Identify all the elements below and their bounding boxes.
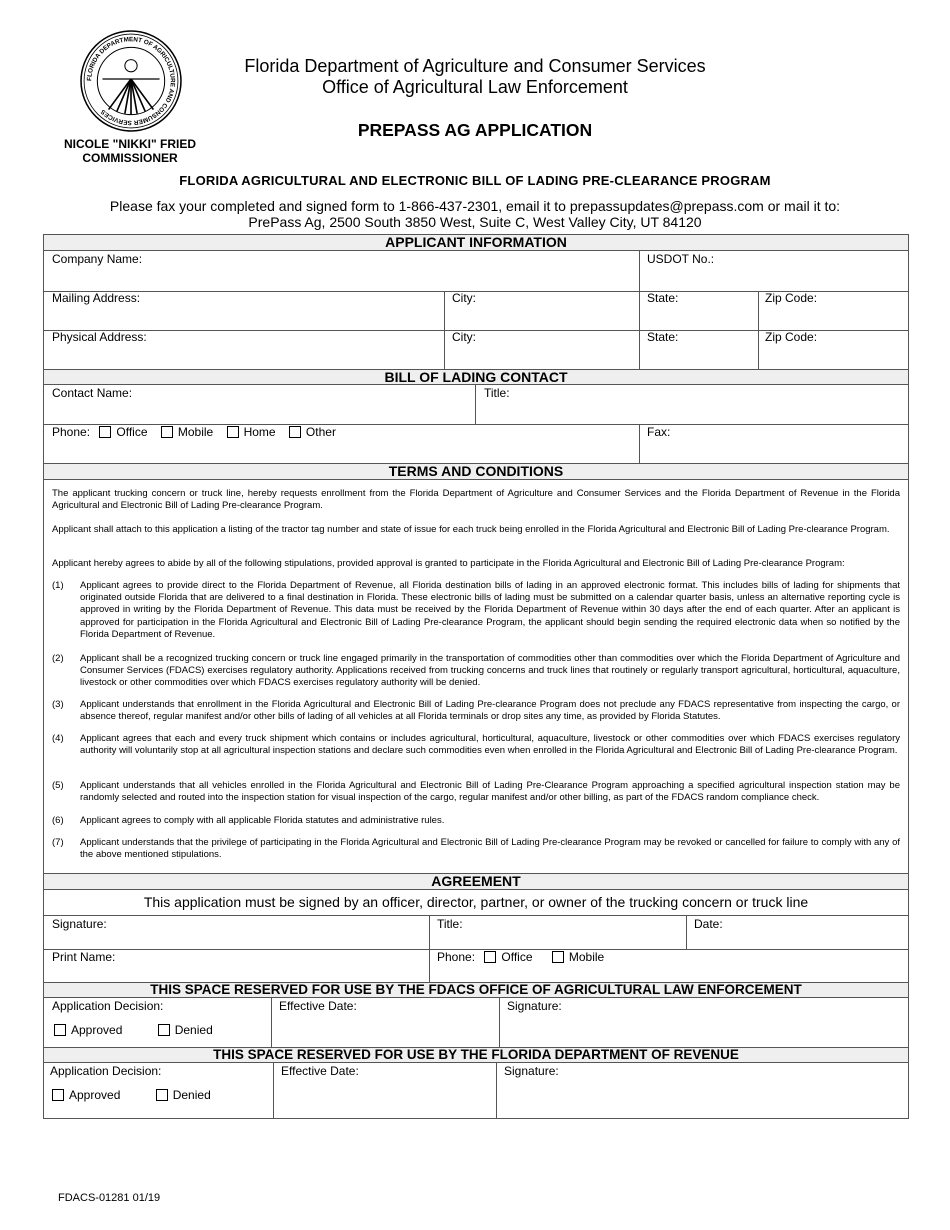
term-text: Applicant agrees that each and every truck shipment which contains or includes agricultural, horticultural, aquaculture, livestock or other commodities over which FDACS exercises regulatory authority will voluntarily stop at all agricultural inspection stations and declare such commodities even when enrolled in the Florida Agricultural and Electronic Bill of Lading Pre-clearance Program. (80, 733, 900, 757)
approved-checkbox[interactable] (52, 1089, 64, 1101)
print-name-field[interactable]: Print Name: (52, 950, 116, 964)
terms-intro-2: Applicant shall attach to this application a listing of the tractor tag number and state of issue for each truck being enrolled in the Florida Agricultural and Electronic Bill of Lading Pre-clearance Program. (52, 524, 890, 535)
mailing-zip-field[interactable]: Zip Code: (765, 291, 818, 305)
agreement-signature-field[interactable]: Signature: (52, 917, 107, 931)
fdacs-seal-logo (80, 30, 182, 132)
agreement-phone-row (437, 950, 604, 964)
approved-option: Approved (71, 1023, 123, 1037)
term-text: Applicant agrees to comply with all applicable Florida statutes and administrative rules. (80, 815, 445, 826)
signature-requirement: This application must be signed by an officer, director, partner, or owner of the trucking concern or truck line (143, 894, 809, 910)
department-heading (190, 56, 760, 98)
phone-label: Phone: (52, 425, 91, 439)
dor-decision-label: Application Decision: (50, 1064, 162, 1078)
term-item (52, 733, 900, 757)
term-item (52, 699, 900, 723)
denied-checkbox[interactable] (158, 1024, 170, 1036)
agreement-title-field[interactable]: Title: (437, 917, 463, 931)
dor-signature-field[interactable]: Signature: (504, 1064, 559, 1078)
mailing-state-field[interactable]: State: (647, 291, 679, 305)
mobile-option: Mobile (568, 950, 605, 964)
fdacs-effective-date-field[interactable]: Effective Date: (279, 999, 357, 1013)
office-checkbox[interactable] (99, 426, 111, 438)
term-item (52, 815, 900, 827)
terms-intro-3: Applicant hereby agrees to abide by all of the following stipulations, provided approval is granted to participate in the Florida Agricultural and Electronic Bill of Lading Pre-clearance Program: (52, 558, 845, 569)
terms-intro-1: The applicant trucking concern or truck line, hereby requests enrollment from the Florida Department of Agriculture and Consumer Services and the Florida Department of Revenue in the Florida Agricultural and Electronic Bill of Lading Pre-clearance Program. (52, 488, 900, 512)
term-number: (5) (52, 780, 64, 791)
physical-address-field[interactable]: Physical Address: (52, 330, 147, 344)
mailing-city-field[interactable]: City: (452, 291, 476, 305)
mailing-address-field[interactable]: Mailing Address: (52, 291, 141, 305)
dor-reserved-header: THIS SPACE RESERVED FOR USE BY THE FLORIDA DEPARTMENT OF REVENUE (44, 1047, 908, 1063)
commissioner-name: NICOLE "NIKKI" FRIED (63, 137, 197, 151)
form-number: FDACS-01281 01/19 (58, 1192, 161, 1204)
term-text: Applicant understands that all vehicles enrolled in the Florida Agricultural and Electronic Bill of Lading Pre-Clearance Program approaching a specified agricultural inspection station may be randomly selected and routed into the inspection station for visual inspection of the cargo, regular manifest and/or other billing, as part of the FDACS random compliance check. (80, 780, 900, 804)
commissioner-title: COMMISSIONER (82, 151, 178, 165)
term-text: Applicant understands that the privilege of participating in the Florida Agricultural and Electronic Bill of Lading Pre-clearance Program may be revoked or cancelled for failure to comply with any of the above mentioned stipulations. (80, 837, 900, 861)
phone-label: Phone: (437, 950, 476, 964)
home-option: Home (243, 425, 276, 439)
fdacs-decision-options (48, 1023, 213, 1037)
department-name: Florida Department of Agriculture and Consumer Services (244, 56, 706, 76)
submission-instructions (40, 198, 910, 230)
term-number: (4) (52, 733, 64, 744)
office-checkbox[interactable] (484, 951, 496, 963)
term-number: (3) (52, 699, 64, 710)
term-number: (2) (52, 653, 64, 664)
fdacs-signature-field[interactable]: Signature: (507, 999, 562, 1013)
terms-header: TERMS AND CONDITIONS (44, 463, 908, 480)
fax-line-1: Please fax your completed and signed form to 1-866-437-2301, email it to prepassupdates@prepass.com or mail it to: (109, 198, 841, 214)
term-text: Applicant agrees to provide direct to the Florida Department of Revenue, all Florida destination bills of lading in an approved electronic format. This includes bills of lading for shipments that originated outside Florida that are delivered to a final destination in Florida. These electronic bills of lading must be submitted on a calendar quarter basis, unless an alternative reporting cycle is approved in writing by the Florida Department of Revenue. This data must be received by the Florida Department of Revenue within 30 days after the end of each quarter. After an applicant is approved for participation in the Florida Agricultural and Electronic Bill of Lading Pre-clearance Program, the applicant should begin sending the required electronic data when so notified by the Florida Department of Revenue. (80, 580, 900, 640)
usdot-field[interactable]: USDOT No.: (647, 252, 715, 266)
mobile-checkbox[interactable] (552, 951, 564, 963)
bol-contact-header: BILL OF LADING CONTACT (44, 369, 908, 385)
term-item (52, 653, 900, 690)
company-name-field[interactable]: Company Name: (52, 252, 143, 266)
physical-city-field[interactable]: City: (452, 330, 476, 344)
contact-title-field[interactable]: Title: (484, 386, 510, 400)
contact-name-field[interactable]: Contact Name: (52, 386, 133, 400)
mobile-checkbox[interactable] (161, 426, 173, 438)
physical-zip-field[interactable]: Zip Code: (765, 330, 818, 344)
denied-option: Denied (174, 1023, 213, 1037)
commissioner-block (48, 137, 212, 165)
term-item (52, 837, 900, 861)
office-name: Office of Agricultural Law Enforcement (322, 77, 628, 97)
term-item (52, 780, 900, 804)
agreement-date-field[interactable]: Date: (694, 917, 723, 931)
approved-checkbox[interactable] (54, 1024, 66, 1036)
fdacs-reserved-header: THIS SPACE RESERVED FOR USE BY THE FDACS OFFICE OF AGRICULTURAL LAW ENFORCEMENT (44, 982, 908, 998)
term-text: Applicant understands that enrollment in the Florida Agricultural and Electronic Bill of Lading Pre-clearance Program does not preclude any FDACS representative from inspecting the cargo, or absence thereof, regular manifest and/or other bills of lading of all vehicles at all Florida terminals or drop sites any time, as provided by Florida Statutes. (80, 699, 900, 723)
applicant-info-header: APPLICANT INFORMATION (44, 234, 908, 251)
mobile-option: Mobile (177, 425, 214, 439)
dor-decision-options (46, 1088, 211, 1102)
term-text: Applicant shall be a recognized trucking concern or truck line engaged primarily in the transportation of commodities other than commodities over which the Florida Department of Agriculture and Consumer Services (FDACS) exercises regulatory authority. Applications received from trucking concerns and truck lines that routinely or regularly transport agricultural, horticultural, aquaculture, livestock or other commodities over which FDACS exercises regulatory authority will be denied. (80, 653, 900, 689)
other-checkbox[interactable] (289, 426, 301, 438)
term-number: (7) (52, 837, 64, 848)
contact-fax-field[interactable]: Fax: (647, 425, 671, 439)
term-number: (6) (52, 815, 64, 826)
term-item (52, 580, 900, 641)
application-form (43, 234, 909, 1119)
home-checkbox[interactable] (227, 426, 239, 438)
program-title: FLORIDA AGRICULTURAL AND ELECTRONIC BILL OF LADING PRE-CLEARANCE PROGRAM (179, 173, 771, 188)
approved-option: Approved (69, 1088, 121, 1102)
svg-text:FLORIDA DEPARTMENT OF AGRICULT: FLORIDA DEPARTMENT OF AGRICULTURE AND CONSUMER SERVICES (86, 36, 176, 126)
physical-state-field[interactable]: State: (647, 330, 679, 344)
office-option: Office (501, 950, 533, 964)
office-option: Office (116, 425, 148, 439)
contact-phone-row (52, 425, 336, 439)
fdacs-decision-label: Application Decision: (52, 999, 164, 1013)
fax-line-2: PrePass Ag, 2500 South 3850 West, Suite C, West Valley City, UT 84120 (248, 214, 702, 230)
denied-option: Denied (172, 1088, 211, 1102)
dor-effective-date-field[interactable]: Effective Date: (281, 1064, 359, 1078)
agreement-header: AGREEMENT (44, 873, 908, 890)
form-title: PREPASS AG APPLICATION (357, 120, 593, 140)
denied-checkbox[interactable] (156, 1089, 168, 1101)
term-number: (1) (52, 580, 64, 591)
other-option: Other (305, 425, 336, 439)
